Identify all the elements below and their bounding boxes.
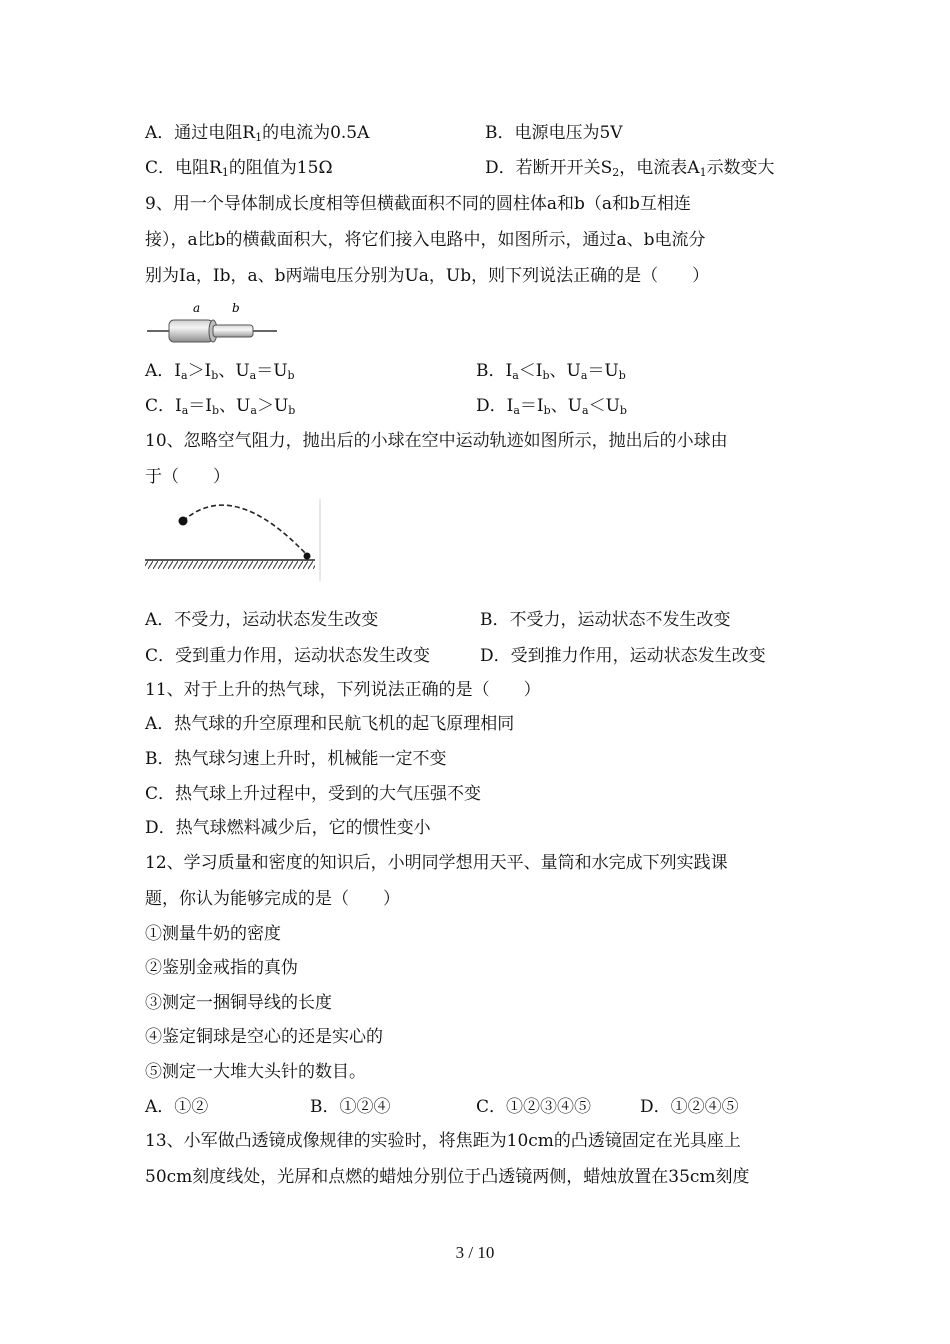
- q11-option-a: A．热气球的升空原理和民航飞机的起飞原理相同: [145, 714, 515, 734]
- q10-option-b: B．不受力，运动状态不发生改变: [480, 610, 731, 630]
- projectile-trajectory-figure: [143, 497, 323, 583]
- conductor-cylinders-figure: [145, 298, 280, 348]
- q11-stem: 11、对于上升的热气球，下列说法正确的是（ ）: [145, 680, 541, 700]
- label-a: a: [193, 301, 201, 315]
- q12-item-2: ②鉴别金戒指的真伪: [145, 958, 298, 978]
- q10-stem-line-2: 于（ ）: [145, 467, 230, 487]
- q11-option-d: D．热气球燃料减少后，它的惯性变小: [145, 818, 431, 838]
- q9-option-a: A．$I_a>I_b$、$U_a=U_b$: [145, 361, 295, 382]
- q12-option-d: D．①②④⑤: [640, 1097, 739, 1117]
- ground-hatching: [145, 561, 315, 569]
- q9-option-b: B．$I_a<I_b$、$U_a=U_b$: [476, 361, 626, 382]
- q12-item-4: ④鉴定铜球是空心的还是实心的: [145, 1027, 383, 1047]
- page-number: 3 / 10: [455, 1243, 495, 1262]
- q12-option-c: C．①②③④⑤: [476, 1097, 592, 1117]
- q9-stem-line-2: 接），a比b的横截面积大，将它们接入电路中，如图所示，通过a、b电流分: [145, 230, 706, 250]
- q12-stem-line-1: 12、学习质量和密度的知识后，小明同学想用天平、量筒和水完成下列实践课: [145, 853, 728, 873]
- q11-option-c: C．热气球上升过程中，受到的大气压强不变: [145, 784, 482, 804]
- q13-stem-line-2: 50cm刻度线处，光屏和点燃的蜡烛分别位于凸透镜两侧，蜡烛放置在35cm刻度: [145, 1167, 750, 1187]
- q9-option-d: D．$I_a=I_b$、$U_a<U_b$: [476, 396, 627, 417]
- q12-item-5: ⑤测定一大堆大头针的数目。: [145, 1062, 366, 1082]
- q12-item-1: ①测量牛奶的密度: [145, 924, 281, 944]
- q8-option-c: C．电阻$R_1$的阻值为15Ω: [145, 158, 333, 179]
- q12-option-a: A．①②: [145, 1097, 209, 1117]
- q10-option-c: C．受到重力作用，运动状态发生改变: [145, 646, 431, 666]
- q8-option-d: D．若断开开关$S_2$，电流表$A_1$示数变大: [485, 158, 775, 179]
- q12-option-b: B．①②④: [310, 1097, 391, 1117]
- q9-option-c: C．$I_a=I_b$、$U_a>U_b$: [145, 396, 296, 417]
- q9-stem-line-3: 别为Ia，Ib，a、b两端电压分别为Ua，Ub，则下列说法正确的是（ ）: [145, 266, 710, 286]
- cylinder-a: [169, 320, 213, 342]
- q13-stem-line-1: 13、小军做凸透镜成像规律的实验时，将焦距为10cm的凸透镜固定在光具座上: [145, 1131, 741, 1151]
- ball-end: [304, 553, 311, 560]
- q8-option-a: A．通过电阻$R_1$的电流为0.5A: [145, 123, 370, 144]
- q8-option-b: B．电源电压为5V: [485, 123, 623, 143]
- q9-stem-line-1: 9、用一个导体制成长度相等但横截面积不同的圆柱体a和b（a和b互相连: [145, 194, 691, 214]
- q12-stem-line-2: 题，你认为能够完成的是（ ）: [145, 889, 400, 909]
- trajectory-path: [183, 505, 307, 555]
- label-b: b: [232, 301, 240, 315]
- cylinder-b: [213, 325, 253, 337]
- q12-item-3: ③测定一捆铜导线的长度: [145, 993, 332, 1013]
- q10-stem-line-1: 10、忽略空气阻力，抛出后的小球在空中运动轨迹如图所示，抛出后的小球由: [145, 431, 728, 451]
- q10-option-a: A．不受力，运动状态发生改变: [145, 610, 379, 630]
- q10-option-d: D．受到推力作用，运动状态发生改变: [480, 646, 766, 666]
- ball-start: [179, 517, 188, 526]
- q11-option-b: B．热气球匀速上升时，机械能一定不变: [145, 749, 447, 769]
